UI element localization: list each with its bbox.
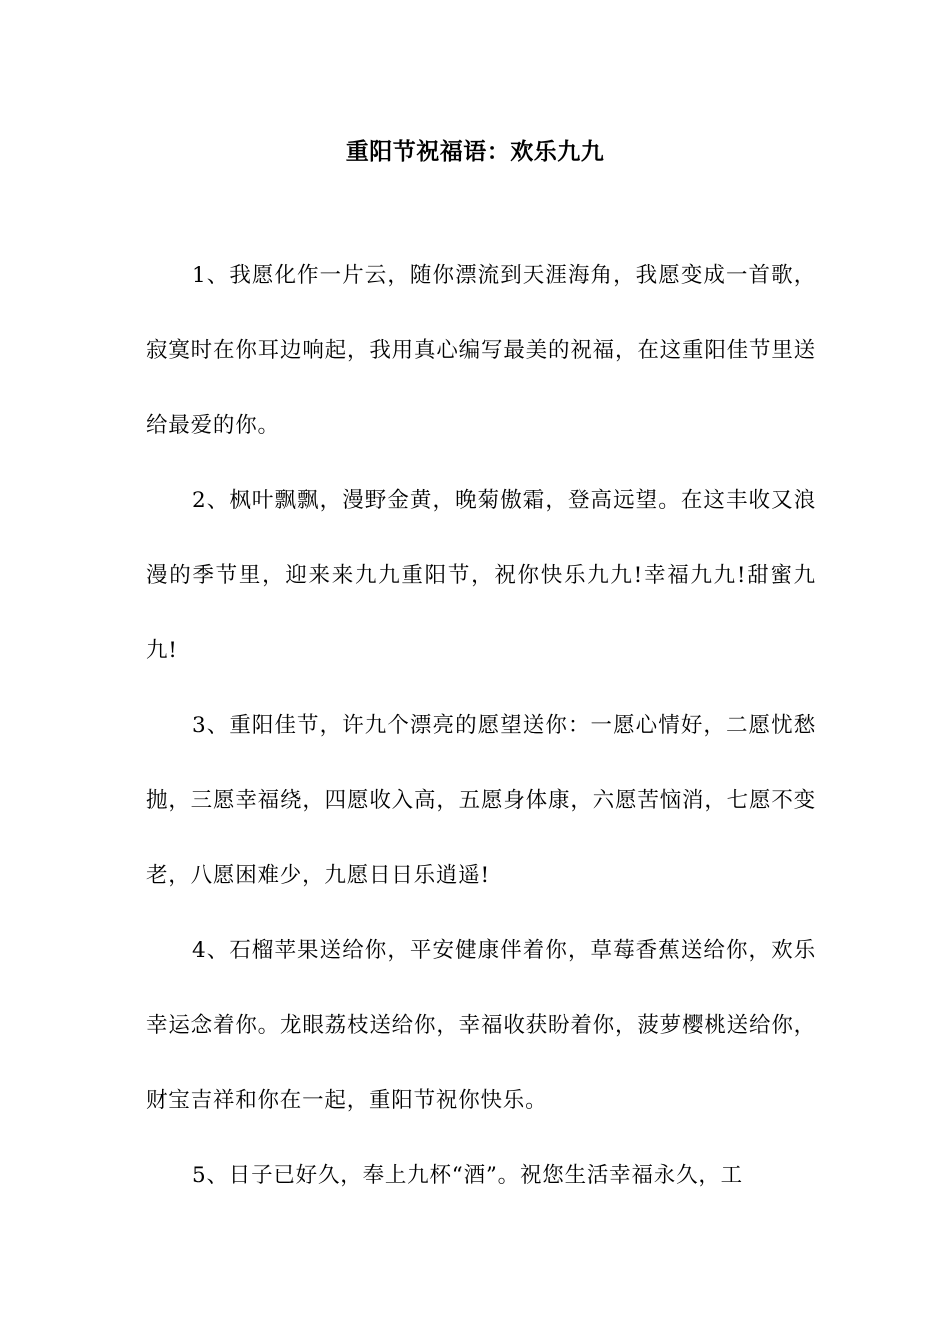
paragraph-2: 2、枫叶飘飘，漫野金黄，晚菊傲霜，登高远望。在这丰收又浪漫的季节里，迎来来九九重阳节，祝你快乐九九!幸福九九!甜蜜九九! — [146, 488, 816, 663]
paragraph-1: 1、我愿化作一片云，随你漂流到天涯海角，我愿变成一首歌，寂寞时在你耳边响起，我用真心编写最美的祝福，在这重阳佳节里送给最爱的你。 — [146, 263, 816, 438]
document-body — [146, 238, 816, 1213]
paragraph-5: 5、日子已好久，奉上九杯“酒”。祝您生活幸福永久，工 — [192, 1163, 743, 1188]
paragraph-4: 4、石榴苹果送给你，平安健康伴着你，草莓香蕉送给你，欢乐幸运念着你。龙眼荔枝送给你，幸福收获盼着你，菠萝樱桃送给你，财宝吉祥和你在一起，重阳节祝你快乐。 — [146, 938, 816, 1113]
document-title: 重阳节祝福语：欢乐九九 — [345, 138, 605, 165]
paragraph-3: 3、重阳佳节，许九个漂亮的愿望送你：一愿心情好，二愿忧愁抛，三愿幸福绕，四愿收入高，五愿身体康，六愿苦恼消，七愿不变老，八愿困难少，九愿日日乐逍遥! — [146, 713, 816, 888]
